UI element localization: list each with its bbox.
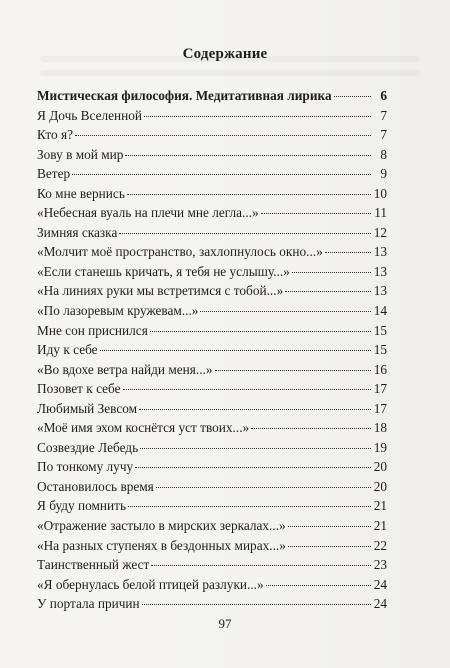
dot-leader — [200, 310, 371, 312]
toc-entry-title: «На линиях руки мы встретимся с тобой...» — [37, 283, 284, 299]
toc-entry-page: 8 — [380, 146, 387, 162]
toc-entry-title: Мистическая философия. Медитативная лирика — [37, 88, 332, 103]
toc-entry — [37, 281, 387, 301]
toc-entry-page: 15 — [373, 322, 387, 338]
toc-entry — [37, 301, 387, 321]
toc-entry-page: 11 — [374, 205, 387, 221]
toc-entry-page: 20 — [373, 459, 387, 475]
toc-entry-page: 12 — [373, 224, 387, 240]
toc-entry — [37, 418, 387, 438]
dot-leader — [75, 134, 371, 136]
dot-leader — [261, 212, 371, 214]
dot-leader — [119, 232, 371, 234]
toc-entry — [37, 360, 387, 380]
toc-entry-title: «Отражение застыло в мирских зеркалах...» — [37, 518, 286, 534]
toc-entry-title: Иду к себе — [37, 342, 98, 358]
toc-entry-title: Я Дочь Вселенной — [37, 107, 143, 123]
toc-entry-title: «На разных ступенях в бездонных мирах...» — [37, 537, 286, 553]
dot-leader — [156, 486, 371, 488]
toc-entry-title: «Если станешь кричать, я тебя не услышу...» — [37, 263, 290, 279]
dot-leader — [72, 173, 371, 175]
toc-entry-page: 14 — [373, 303, 387, 319]
toc-entry-page: 7 — [380, 127, 387, 143]
toc-entry-page: 13 — [373, 283, 387, 299]
toc-entry — [37, 555, 387, 575]
dot-leader — [150, 330, 371, 332]
dot-leader — [139, 408, 371, 410]
toc-entry — [37, 125, 387, 145]
toc-entry — [37, 516, 387, 536]
toc-entry-page: 21 — [373, 518, 387, 534]
toc-entry-title: «Во вдохе ветра найди меня...» — [37, 361, 213, 377]
dot-leader — [285, 290, 371, 292]
dot-leader — [266, 584, 371, 586]
table-of-contents — [37, 86, 387, 614]
dot-leader — [334, 95, 371, 97]
toc-entry — [37, 496, 387, 516]
toc-entry-title: Кто я? — [37, 127, 73, 143]
toc-entry-title: Зимняя сказка — [37, 224, 118, 240]
toc-entry-title: «Молчит моё пространство, захлопнулось окно...» — [37, 244, 323, 260]
toc-entry-title: Мне сон приснился — [37, 322, 148, 338]
toc-entry-title: Таинственный жест — [37, 557, 150, 573]
toc-entry-page: 24 — [373, 576, 387, 592]
toc-entry-page: 16 — [373, 361, 387, 377]
toc-entry-title: «По лазоревым кружевам...» — [37, 303, 199, 319]
toc-entry-title: Созвездие Лебедь — [37, 439, 139, 455]
dot-leader — [288, 525, 371, 527]
dot-leader — [123, 388, 371, 390]
page-title: Содержание — [182, 46, 268, 62]
dot-leader — [292, 271, 371, 273]
dot-leader — [135, 466, 371, 468]
toc-entry-page: 13 — [373, 263, 387, 279]
toc-entry-page: 13 — [373, 244, 387, 260]
toc-entry-title: «Небесная вуаль на плечи мне легла...» — [37, 205, 259, 221]
toc-entry-page: 9 — [380, 166, 387, 182]
toc-entry — [37, 575, 387, 595]
toc-entry — [37, 379, 387, 399]
toc-entry — [37, 438, 387, 458]
toc-entry — [37, 594, 387, 614]
toc-entry — [37, 164, 387, 184]
toc-entry-page: 10 — [373, 185, 387, 201]
toc-entry-title: Я буду помнить — [37, 498, 127, 514]
toc-entry-title: Любимый Зевсом — [37, 400, 138, 416]
toc-entry-page: 23 — [373, 557, 387, 573]
toc-entry — [37, 340, 387, 360]
toc-entry-title: «Моё имя эхом коснётся уст твоих...» — [37, 420, 250, 436]
dot-leader — [142, 603, 371, 605]
toc-entry-title: Ко мне вернись — [37, 185, 125, 201]
dot-leader — [215, 369, 371, 371]
toc-entry-page: 7 — [380, 107, 387, 123]
toc-entry-page: 21 — [373, 498, 387, 514]
dot-leader — [144, 115, 371, 117]
toc-entry — [37, 184, 387, 204]
toc-entry-page: 22 — [373, 537, 387, 553]
toc-entry-title: «Я обернулась белой птицей разлуки...» — [37, 576, 264, 592]
toc-entry-title: Зову в мой мир — [37, 146, 124, 162]
dot-leader — [127, 193, 371, 195]
toc-entry-page: 17 — [373, 381, 387, 397]
toc-entry-page: 17 — [373, 400, 387, 416]
toc-entry-page: 20 — [373, 478, 387, 494]
toc-entry — [37, 477, 387, 497]
toc-entry-title: Позовет к себе — [37, 381, 121, 397]
dot-leader — [100, 349, 371, 351]
toc-entry — [37, 106, 387, 126]
toc-entry — [37, 262, 387, 282]
toc-entry — [37, 203, 387, 223]
toc-entry — [37, 457, 387, 477]
dot-leader — [288, 545, 371, 547]
toc-entry-page: 18 — [373, 420, 387, 436]
toc-entry — [37, 145, 387, 165]
toc-entry — [37, 242, 387, 262]
toc-entry-page: 19 — [373, 439, 387, 455]
toc-entry-title: Ветер — [37, 166, 71, 182]
toc-entry — [37, 536, 387, 556]
toc-section-heading — [37, 86, 387, 106]
dot-leader — [128, 505, 371, 507]
toc-entry-title: По тонкому лучу — [37, 459, 134, 475]
toc-entry — [37, 223, 387, 243]
dot-leader — [125, 154, 371, 156]
toc-entry-page: 6 — [380, 88, 387, 103]
dot-leader — [325, 251, 371, 253]
toc-entry — [37, 399, 387, 419]
dot-leader — [151, 564, 371, 566]
toc-entry — [37, 321, 387, 341]
page-number: 97 — [218, 616, 232, 631]
dot-leader — [140, 447, 371, 449]
dot-leader — [251, 427, 371, 429]
toc-entry-page: 15 — [373, 342, 387, 358]
toc-entry-title: Остановилось время — [37, 478, 154, 494]
show-through-text — [40, 70, 420, 76]
toc-entry-page: 24 — [373, 596, 387, 612]
toc-entry-title: У портала причин — [37, 596, 140, 612]
